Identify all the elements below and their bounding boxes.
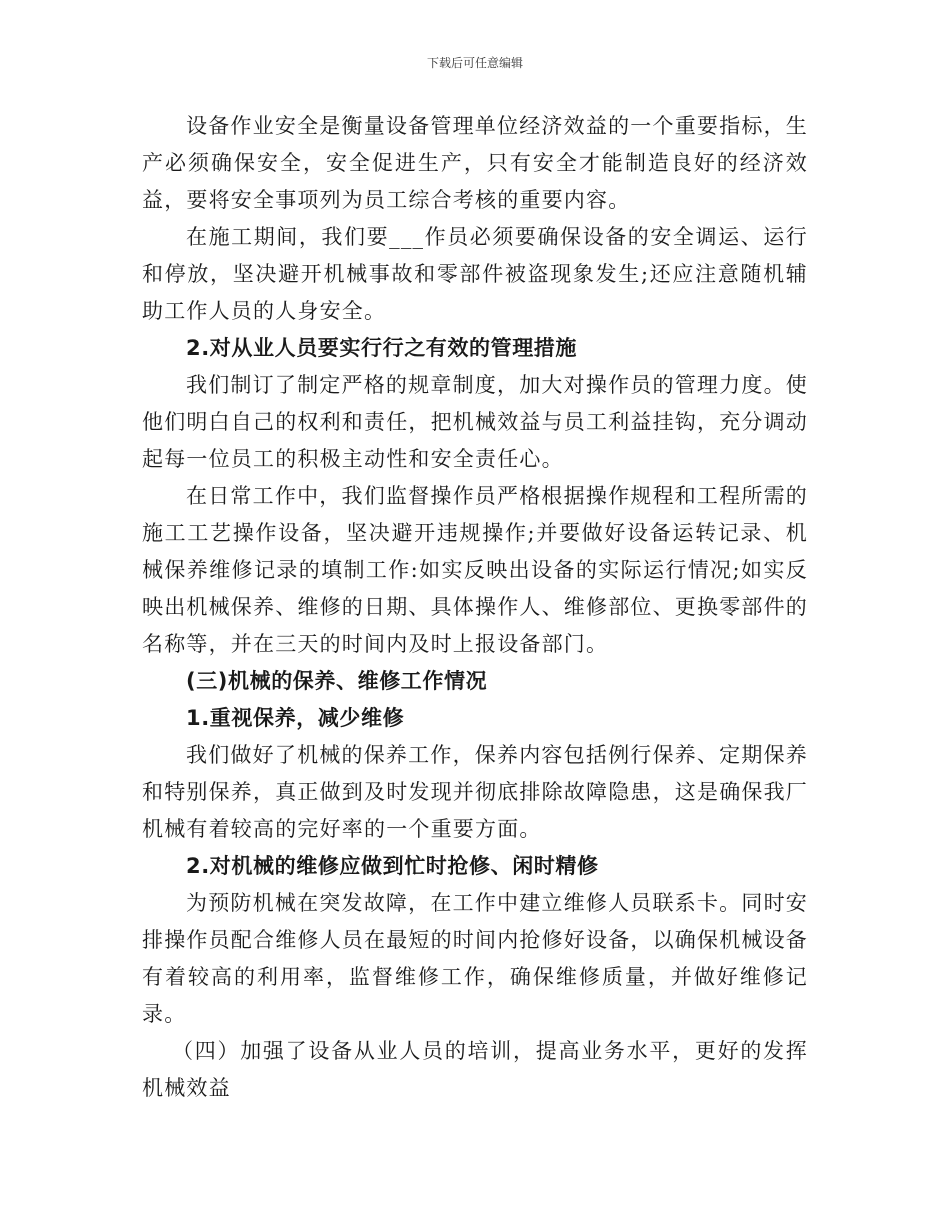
heading-personnel-management: 2.对从业人员要实行行之有效的管理措施 bbox=[186, 336, 577, 360]
page-header-note: 下载后可任意编辑 bbox=[426, 56, 523, 70]
paragraph-construction-period: 在施工期间，我们要___作员必须要确保设备的安全调运、运行和停放，坚决避开机械事故和零部件被盗现象发生;还应注意随机辅助工作人员的人身安全。 bbox=[142, 225, 808, 323]
paragraph-rules-regulations: 我们制订了制定严格的规章制度，加大对操作员的管理力度。使他们明白自己的权利和责任，把机械效益与员工利益挂钩，充分调动起每一位员工的积极主动性和安全责任心。 bbox=[142, 373, 808, 471]
paragraph-daily-work: 在日常工作中，我们监督操作员严格根据操作规程和工程所需的施工工艺操作设备，坚决避开违规操作;并要做好设备运转记录、机械保养维修记录的填制工作:如实反映出设备的实际运行情况;如实反映出机械保养、维修的日期、具体操作人、维修部位、更换零部件的名称等，并在三天的时间内及时上报设备部门。 bbox=[142, 484, 808, 656]
document-body bbox=[142, 108, 808, 1107]
paragraph-equipment-safety: 设备作业安全是衡量设备管理单位经济效益的一个重要指标，生产必须确保安全，安全促进生产，只有安全才能制造良好的经济效益，要将安全事项列为员工综合考核的重要内容。 bbox=[142, 114, 808, 212]
paragraph-repair-contact: 为预防机械在突发故障，在工作中建立维修人员联系卡。同时安排操作员配合维修人员在最短的时间内抢修好设备，以确保机械设备有着较高的利用率，监督维修工作，确保维修质量，并做好维修记录。 bbox=[142, 891, 808, 1026]
paragraph-maintenance-work: 我们做好了机械的保养工作，保养内容包括例行保养、定期保养和特别保养，真正做到及时发现并彻底排除故障隐患，这是确保我厂机械有着较高的完好率的一个重要方面。 bbox=[142, 743, 808, 841]
heading-emphasize-maintenance: 1.重视保养，减少维修 bbox=[186, 706, 405, 730]
paragraph-training-section: （四）加强了设备从业人员的培训，提高业务水平，更好的发挥机械效益 bbox=[142, 1039, 808, 1100]
heading-maintenance-section: (三)机械的保养、维修工作情况 bbox=[186, 669, 488, 693]
heading-repair-policy: 2.对机械的维修应做到忙时抢修、闲时精修 bbox=[186, 854, 599, 878]
